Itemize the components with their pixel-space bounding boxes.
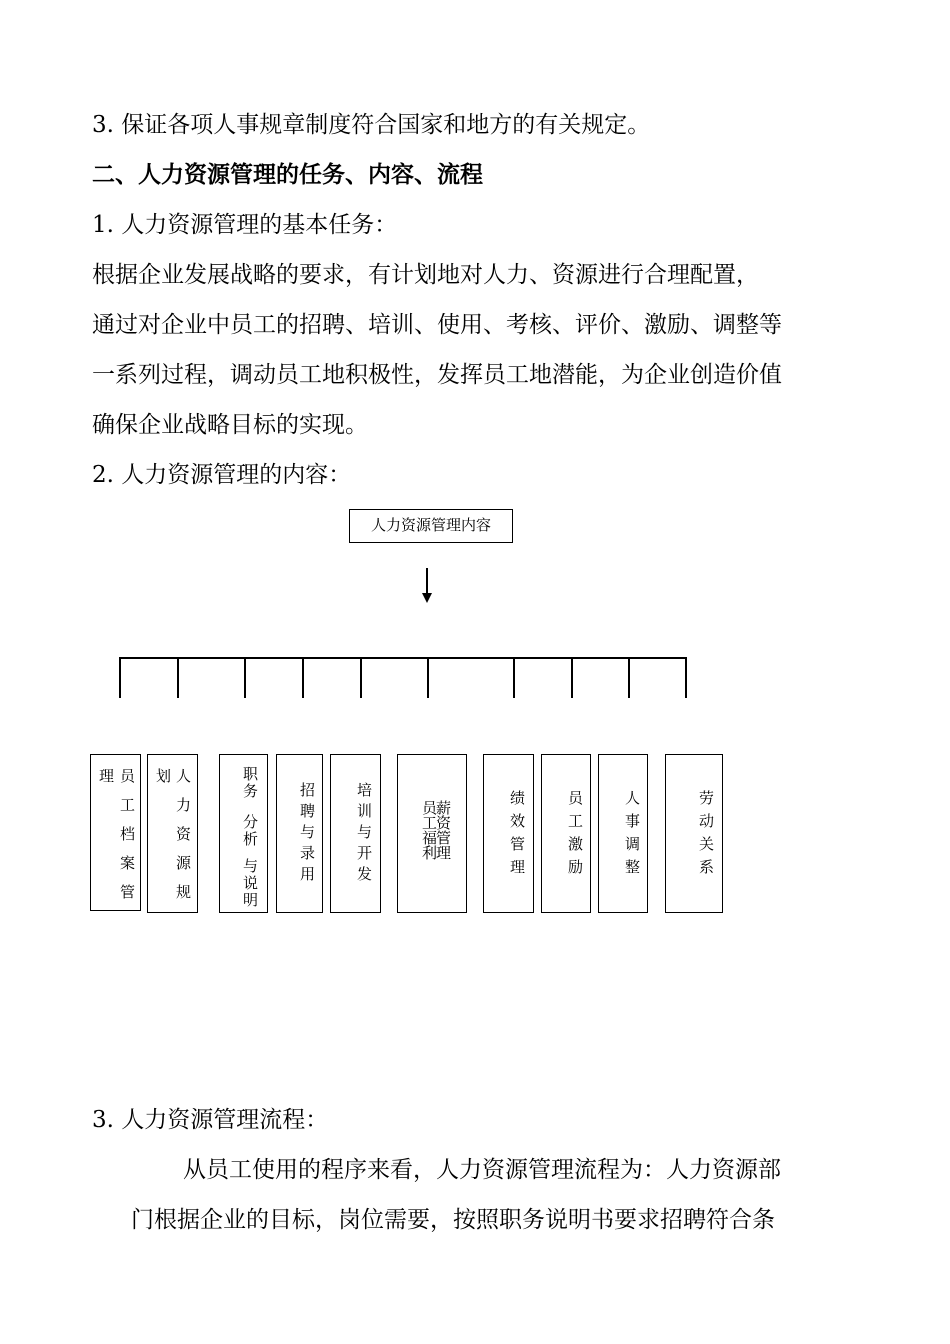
diagram-branch-tick [177,657,179,698]
diagram-box-compensation: 薪 资 管 理 员 工 福 利 [397,754,467,913]
diagram-branch-bar [119,657,686,659]
diagram-branch-tick [244,657,246,698]
task-body-line-1: 根据企业发展战略的要求，有计划地对人力、资源进行合理配置， [92,262,759,288]
diagram-branch-tick [302,657,304,698]
diagram-root-box: 人力资源管理内容 [349,509,513,543]
content-heading: 2. 人力资源管理的内容： [92,462,352,488]
task-heading: 1. 人力资源管理的基本任务： [92,212,398,238]
diagram-box-labor-relations: 劳 动 关 系 [665,754,723,913]
diagram-box-performance: 绩 效 管 理 [483,754,534,913]
diagram-box-archive: 员 工 档 案 管 理 [90,754,141,911]
item3-law: 3. 保证各项人事规章制度符合国家和地方的有关规定。 [92,112,651,138]
diagram-branch-tick [360,657,362,698]
diagram-branch-tick [513,657,515,698]
flow-heading: 3. 人力资源管理流程： [92,1107,329,1133]
diagram-box-training: 培 训 与 开 发 [330,754,381,913]
diagram-branch-tick [571,657,573,698]
flow-body-line-1: 从员工使用的程序来看，人力资源管理流程为：人力资源部 [183,1157,781,1183]
flow-body-line-2: 门根据企业的目标，岗位需要，按照职务说明书要求招聘符合条 [131,1207,775,1233]
diagram-box-motivation: 员 工 激 励 [541,754,591,913]
diagram-box-recruitment: 招 聘 与 录 用 [276,754,323,913]
diagram-arrowhead [422,593,432,603]
task-body-line-2: 通过对企业中员工的招聘、培训、使用、考核、评价、激励、调整等 [92,312,782,338]
diagram-box-job-analysis: 职 务 分 析 与 说 明 [219,754,268,913]
section2-title: 二、人力资源管理的任务、内容、流程 [92,161,483,188]
diagram-branch-tick [427,657,429,698]
diagram-branch-tick [119,657,121,698]
diagram-branch-tick [685,657,687,698]
task-body-line-3: 一系列过程，调动员工地积极性，发挥员工地潜能，为企业创造价值 [92,362,782,388]
task-body-line-4: 确保企业战略目标的实现。 [92,412,368,438]
diagram-branch-tick [628,657,630,698]
diagram-box-adjustment: 人 事 调 整 [598,754,648,913]
diagram-box-planning: 人 力 资 源 规 划 [147,754,198,913]
diagram-arrow-shaft [426,568,428,595]
